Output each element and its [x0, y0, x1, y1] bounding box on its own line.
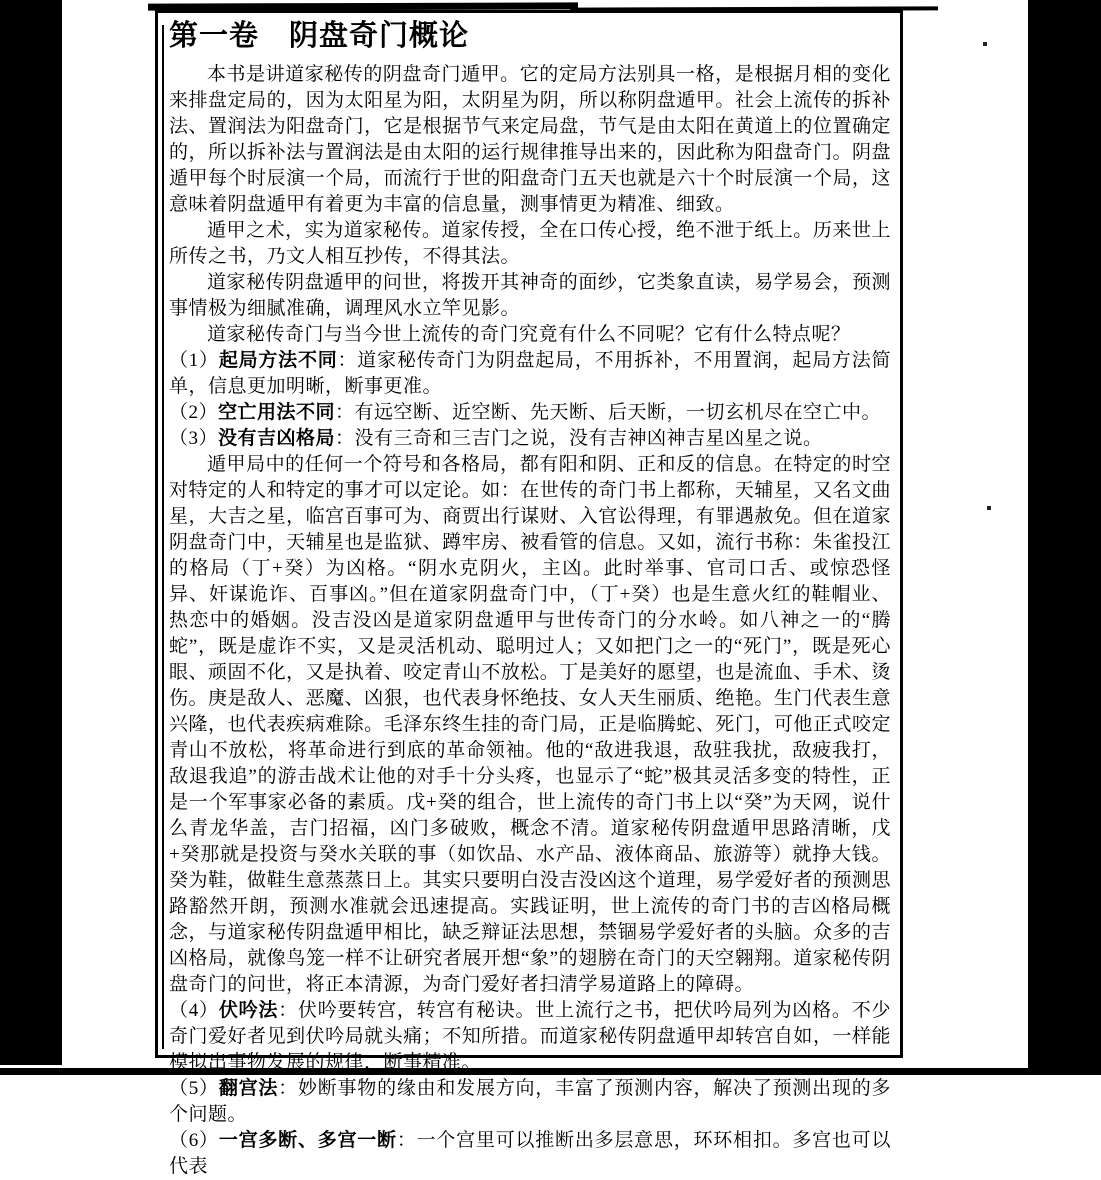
- item-number: （4）: [169, 1000, 219, 1021]
- paragraph-unveiling: 道家秘传阴盘遁甲的问世，将拨开其神奇的面纱，它类象直读，易学易会，预测事情极为细腻准确，调理风水立竿见影。: [169, 272, 891, 319]
- scan-speck: [983, 42, 987, 46]
- scan-speck: [987, 506, 991, 510]
- item-term: 翻宫法: [218, 1078, 279, 1099]
- item-number: （6）: [169, 1130, 219, 1151]
- list-item-6: [169, 1128, 891, 1180]
- list-item-3: [169, 426, 891, 452]
- paragraph-question: 道家秘传奇门与当今世上流传的奇门究竟有什么不同呢？它有什么特点呢？: [207, 324, 851, 345]
- item-text: ：没有三奇和三吉门之说，没有吉神凶神吉星凶星之说。: [335, 428, 823, 449]
- page-body: [169, 62, 891, 1180]
- item-text: ：一个宫里可以推断出多层意思，环环相扣。多宫也可以代表: [169, 1130, 891, 1177]
- scan-artifact-right-band: [1028, 0, 1101, 1075]
- page-title: 第一卷 阴盘奇门概论: [169, 20, 470, 52]
- frame-inner-left-line: [162, 25, 164, 1049]
- item-number: （3）: [169, 428, 219, 449]
- item-term: 起局方法不同: [218, 350, 338, 371]
- item-term: 没有吉凶格局: [218, 428, 336, 449]
- scan-artifact-left-band: [0, 0, 62, 1065]
- paragraph-symbols-duality: 遁甲局中的任何一个符号和各格局，都有阳和阴、正和反的信息。在特定的时空对特定的人和特定的事才可以定论。如：在世传的奇门书上都称，天辅星，又名文曲星，大吉之星，临宫百事可为、商贾出行谋财、入官讼得理，有罪遇赦免。但在道家阴盘奇门中，天辅星也是监狱、蹲牢房、被看管的信息。又如，流行书称：朱雀投江的格局（丁+癸）为凶格。“阴水克阴火，主凶。此时举事、官司口舌、或惊恐怪异、奸谋诡诈、百事凶。”但在道家阴盘奇门中，（丁+癸）也是生意火红的鞋帽业、热恋中的婚姻。没吉没凶是道家阴盘遁甲与世传奇门的分水岭。如八神之一的“腾蛇”，既是虚诈不实，又是灵活机动、聪明过人；又如把门之一的“死门”，既是死心眼、顽固不化，又是执着、咬定青山不放松。丁是美好的愿望，也是流血、手术、烫伤。庚是敌人、恶魔、凶狠，也代表身怀绝技、女人天生丽质、绝艳。生门代表生意兴隆，也代表疾病难除。毛泽东终生挂的奇门局，正是临腾蛇、死门，可他正式咬定青山不放松，将革命进行到底的革命领袖。他的“敌进我退，敌驻我扰，敌疲我打，敌退我追”的游击战术让他的对手十分头疼，也显示了“蛇”极其灵活多变的特性，正是一个军事家必备的素质。戊+癸的组合，世上流传的奇门书上以“癸”为天网，说什么青龙华盖，吉门招福，凶门多破败，概念不清。道家秘传阴盘遁甲思路清晰，戊+癸那就是投资与癸水关联的事（如饮品、水产品、液体商品、旅游等）就挣大钱。癸为鞋，做鞋生意蒸蒸日上。其实只要明白没吉没凶这个道理，易学爱好者的预测思路豁然开朗，预测水准就会迅速提高。实践证明，世上流传的奇门书的吉凶格局概念，与道家秘传阴盘遁甲相比，缺乏辩证法思想，禁锢易学爱好者的头脑。众多的吉凶格局，就像鸟笼一样不让研究者展开想“象”的翅膀在奇门的天空翱翔。道家秘传阴盘奇门的问世，将正本清源，为奇门爱好者扫清学易道路上的障碍。: [169, 454, 891, 995]
- item-term: 空亡用法不同: [218, 402, 336, 423]
- list-item-5: [169, 1076, 891, 1128]
- item-number: （5）: [169, 1078, 219, 1099]
- item-text: ：伏吟要转宫，转宫有秘诀。世上流行之书，把伏吟局列为凶格。不少奇门爱好者见到伏吟局就头痛；不知所措。而道家秘传阴盘遁甲却转宫自如，一样能模拟出事物发展的规律，断事精准。: [169, 1000, 891, 1073]
- item-text: ：有远空断、近空断、先天断、后天断，一切玄机尽在空亡中。: [335, 402, 882, 423]
- item-number: （2）: [169, 402, 219, 423]
- list-item-4: [169, 998, 891, 1076]
- paragraph-daoist-secret: 遁甲之术，实为道家秘传。道家传授，全在口传心授，绝不泄于纸上。历来世上所传之书，乃文人相互抄传，不得其法。: [169, 220, 891, 267]
- item-term: 一宫多断、多宫一断: [218, 1130, 397, 1151]
- item-term: 伏吟法: [218, 1000, 279, 1021]
- list-item-1: [169, 348, 891, 400]
- item-text: ：道家秘传奇门为阴盘起局，不用拆补，不用置润，起局方法简单，信息更加明晰，断事更准。: [169, 350, 891, 397]
- item-text: ：妙断事物的缘由和发展方向，丰富了预测内容，解决了预测出现的多个问题。: [169, 1078, 891, 1125]
- list-item-2: [169, 400, 891, 426]
- page-border-frame: [155, 10, 903, 1177]
- paragraph-intro: 本书是讲道家秘传的阴盘奇门遁甲。它的定局方法别具一格，是根据月相的变化来排盘定局的，因为太阳星为阳，太阴星为阴，所以称阴盘遁甲。社会上流传的拆补法、置润法为阳盘奇门，它是根据节气来定局盘，节气是由太阳在黄道上的位置确定的，所以拆补法与置润法是由太阳的运行规律推导出来的，因此称为阳盘奇门。阴盘遁甲每个时辰演一个局，而流行于世的阳盘奇门五天也就是六十个时辰演一个局，这意味着阴盘遁甲有着更为丰富的信息量，测事情更为精准、细致。: [169, 64, 891, 215]
- item-number: （1）: [169, 350, 219, 371]
